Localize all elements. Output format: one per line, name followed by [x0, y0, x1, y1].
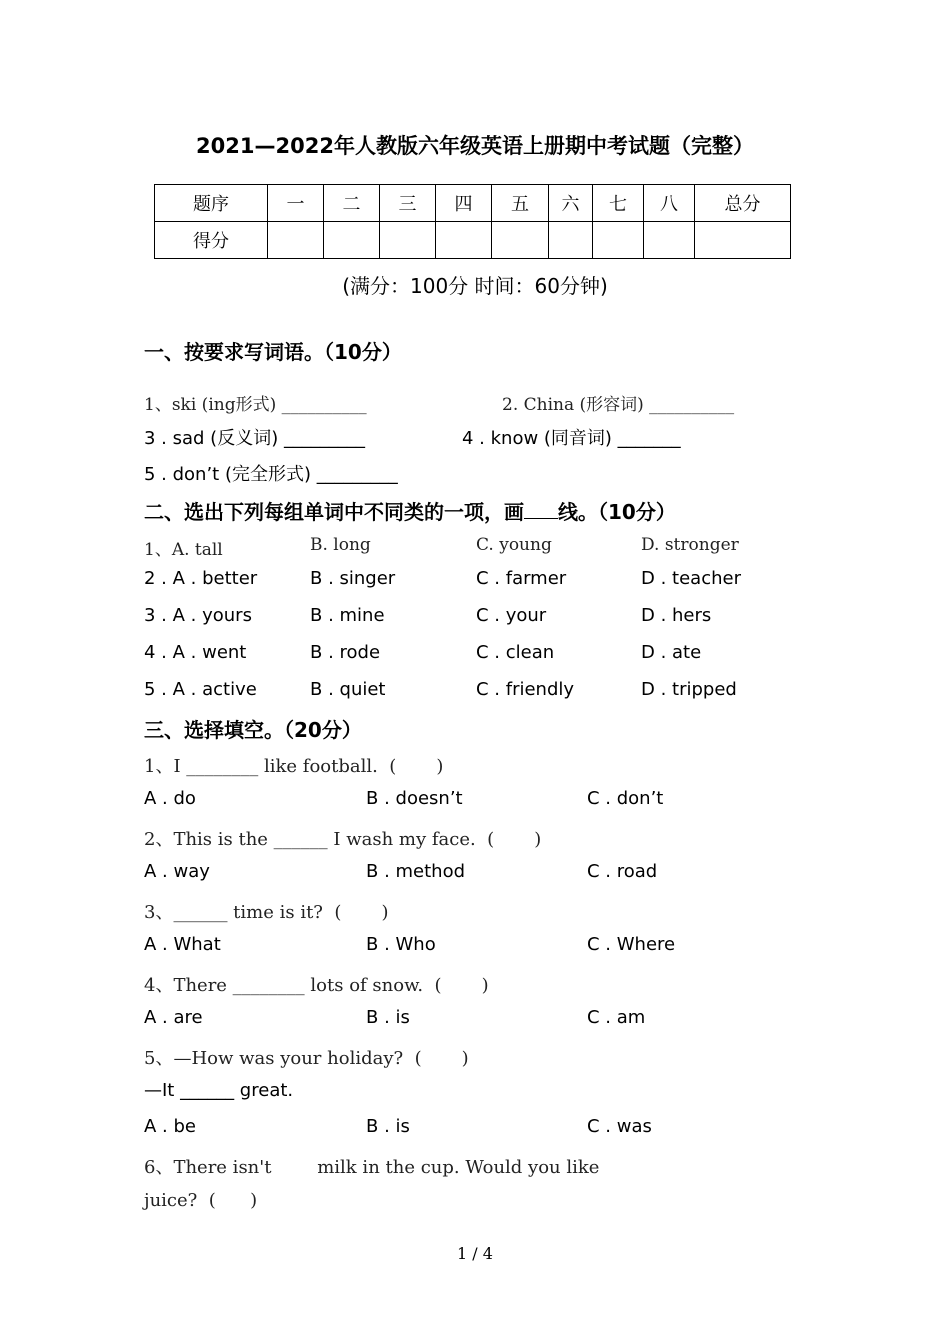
question-text: juice? ( )	[144, 1190, 258, 1211]
option-text: 1、A. tall	[144, 540, 223, 560]
option-text: C . road	[587, 861, 658, 882]
option-text: C . your	[476, 605, 547, 626]
table-cell: 六	[549, 185, 593, 222]
option-text: B. long	[310, 535, 371, 555]
option-text: B . method	[366, 861, 466, 882]
score-input-cell[interactable]	[593, 222, 644, 259]
section-heading	[144, 496, 676, 525]
score-input-cell[interactable]	[324, 222, 380, 259]
option-text: A . What	[144, 934, 221, 955]
table-cell: 得分	[155, 222, 268, 259]
question-text: 5 . don’t (完全形式) _________	[144, 464, 398, 485]
option-text: C . don’t	[587, 788, 664, 809]
score-input-cell[interactable]	[644, 222, 695, 259]
table-cell: 八	[644, 185, 695, 222]
question-text: 6、There isn't milk in the cup. Would you like	[144, 1157, 600, 1178]
table-cell: 七	[593, 185, 644, 222]
option-text: B . is	[366, 1116, 410, 1137]
option-text: C . was	[587, 1116, 652, 1137]
score-table-score-row	[155, 222, 791, 259]
question-text: —It ______ great.	[144, 1080, 294, 1101]
option-text: C . clean	[476, 642, 555, 663]
option-text: D . ate	[641, 642, 702, 663]
score-table	[154, 184, 791, 259]
option-text: A . are	[144, 1007, 203, 1028]
table-cell: 三	[380, 185, 436, 222]
option-text: A . way	[144, 861, 210, 882]
option-text: 5 . A . active	[144, 679, 257, 700]
option-text: 3 . A . yours	[144, 605, 252, 626]
option-text: 4 . A . went	[144, 642, 247, 663]
option-text: C . am	[587, 1007, 646, 1028]
score-input-cell[interactable]	[268, 222, 324, 259]
option-text: A . do	[144, 788, 196, 809]
page-title: 2021—2022年人教版六年级英语上册期中考试题（完整）	[196, 134, 754, 158]
question-text: 1、I ________ like football. ( )	[144, 756, 444, 777]
option-text: B . doesn’t	[366, 788, 463, 809]
option-text: D . tripped	[641, 679, 737, 700]
table-cell: 四	[436, 185, 492, 222]
option-text: C. young	[476, 535, 552, 555]
option-text: A . be	[144, 1116, 196, 1137]
question-text: 4 . know (同音词) _______	[462, 428, 681, 449]
heading-part: 二、选出下列每组单词中不同类的一项，画	[144, 500, 524, 524]
score-table-header-row	[155, 185, 791, 222]
exam-info: (满分：100分 时间：60分钟)	[342, 274, 608, 298]
table-cell: 总分	[695, 185, 791, 222]
section-heading: 三、选择填空。（20分）	[144, 718, 362, 742]
option-text: B . mine	[310, 605, 385, 626]
option-text: C . Where	[587, 934, 676, 955]
table-cell: 二	[324, 185, 380, 222]
option-text: D. stronger	[641, 535, 739, 555]
option-text: D . hers	[641, 605, 712, 626]
section-heading: 一、按要求写词语。（10分）	[144, 340, 402, 364]
option-text: B . singer	[310, 568, 396, 589]
option-text: B . Who	[366, 934, 436, 955]
question-text: 2、This is the ______ I wash my face. ( )	[144, 829, 542, 850]
table-cell: 题序	[155, 185, 268, 222]
score-input-cell[interactable]	[380, 222, 436, 259]
score-input-cell[interactable]	[492, 222, 549, 259]
score-input-cell[interactable]	[549, 222, 593, 259]
question-text: 2. China (形容词) __________	[502, 395, 735, 415]
heading-part: 线。（10分）	[558, 500, 676, 524]
option-text: C . friendly	[476, 679, 575, 700]
table-cell: 五	[492, 185, 549, 222]
page-number: 1 / 4	[457, 1244, 493, 1263]
underline-blank	[524, 504, 558, 519]
option-text: B . is	[366, 1007, 410, 1028]
option-text: D . teacher	[641, 568, 741, 589]
table-cell: 一	[268, 185, 324, 222]
question-text: 3、______ time is it? ( )	[144, 902, 389, 923]
option-text: B . rode	[310, 642, 381, 663]
option-text: B . quiet	[310, 679, 386, 700]
score-input-cell[interactable]	[695, 222, 791, 259]
question-text: 4、There ________ lots of snow. ( )	[144, 975, 489, 996]
option-text: C . farmer	[476, 568, 567, 589]
question-text: 5、—How was your holiday? ( )	[144, 1048, 469, 1069]
option-text: 2 . A . better	[144, 568, 258, 589]
score-input-cell[interactable]	[436, 222, 492, 259]
question-text: 3 . sad (反义词) _________	[144, 428, 365, 449]
question-text: 1、ski (ing形式) __________	[144, 395, 367, 415]
